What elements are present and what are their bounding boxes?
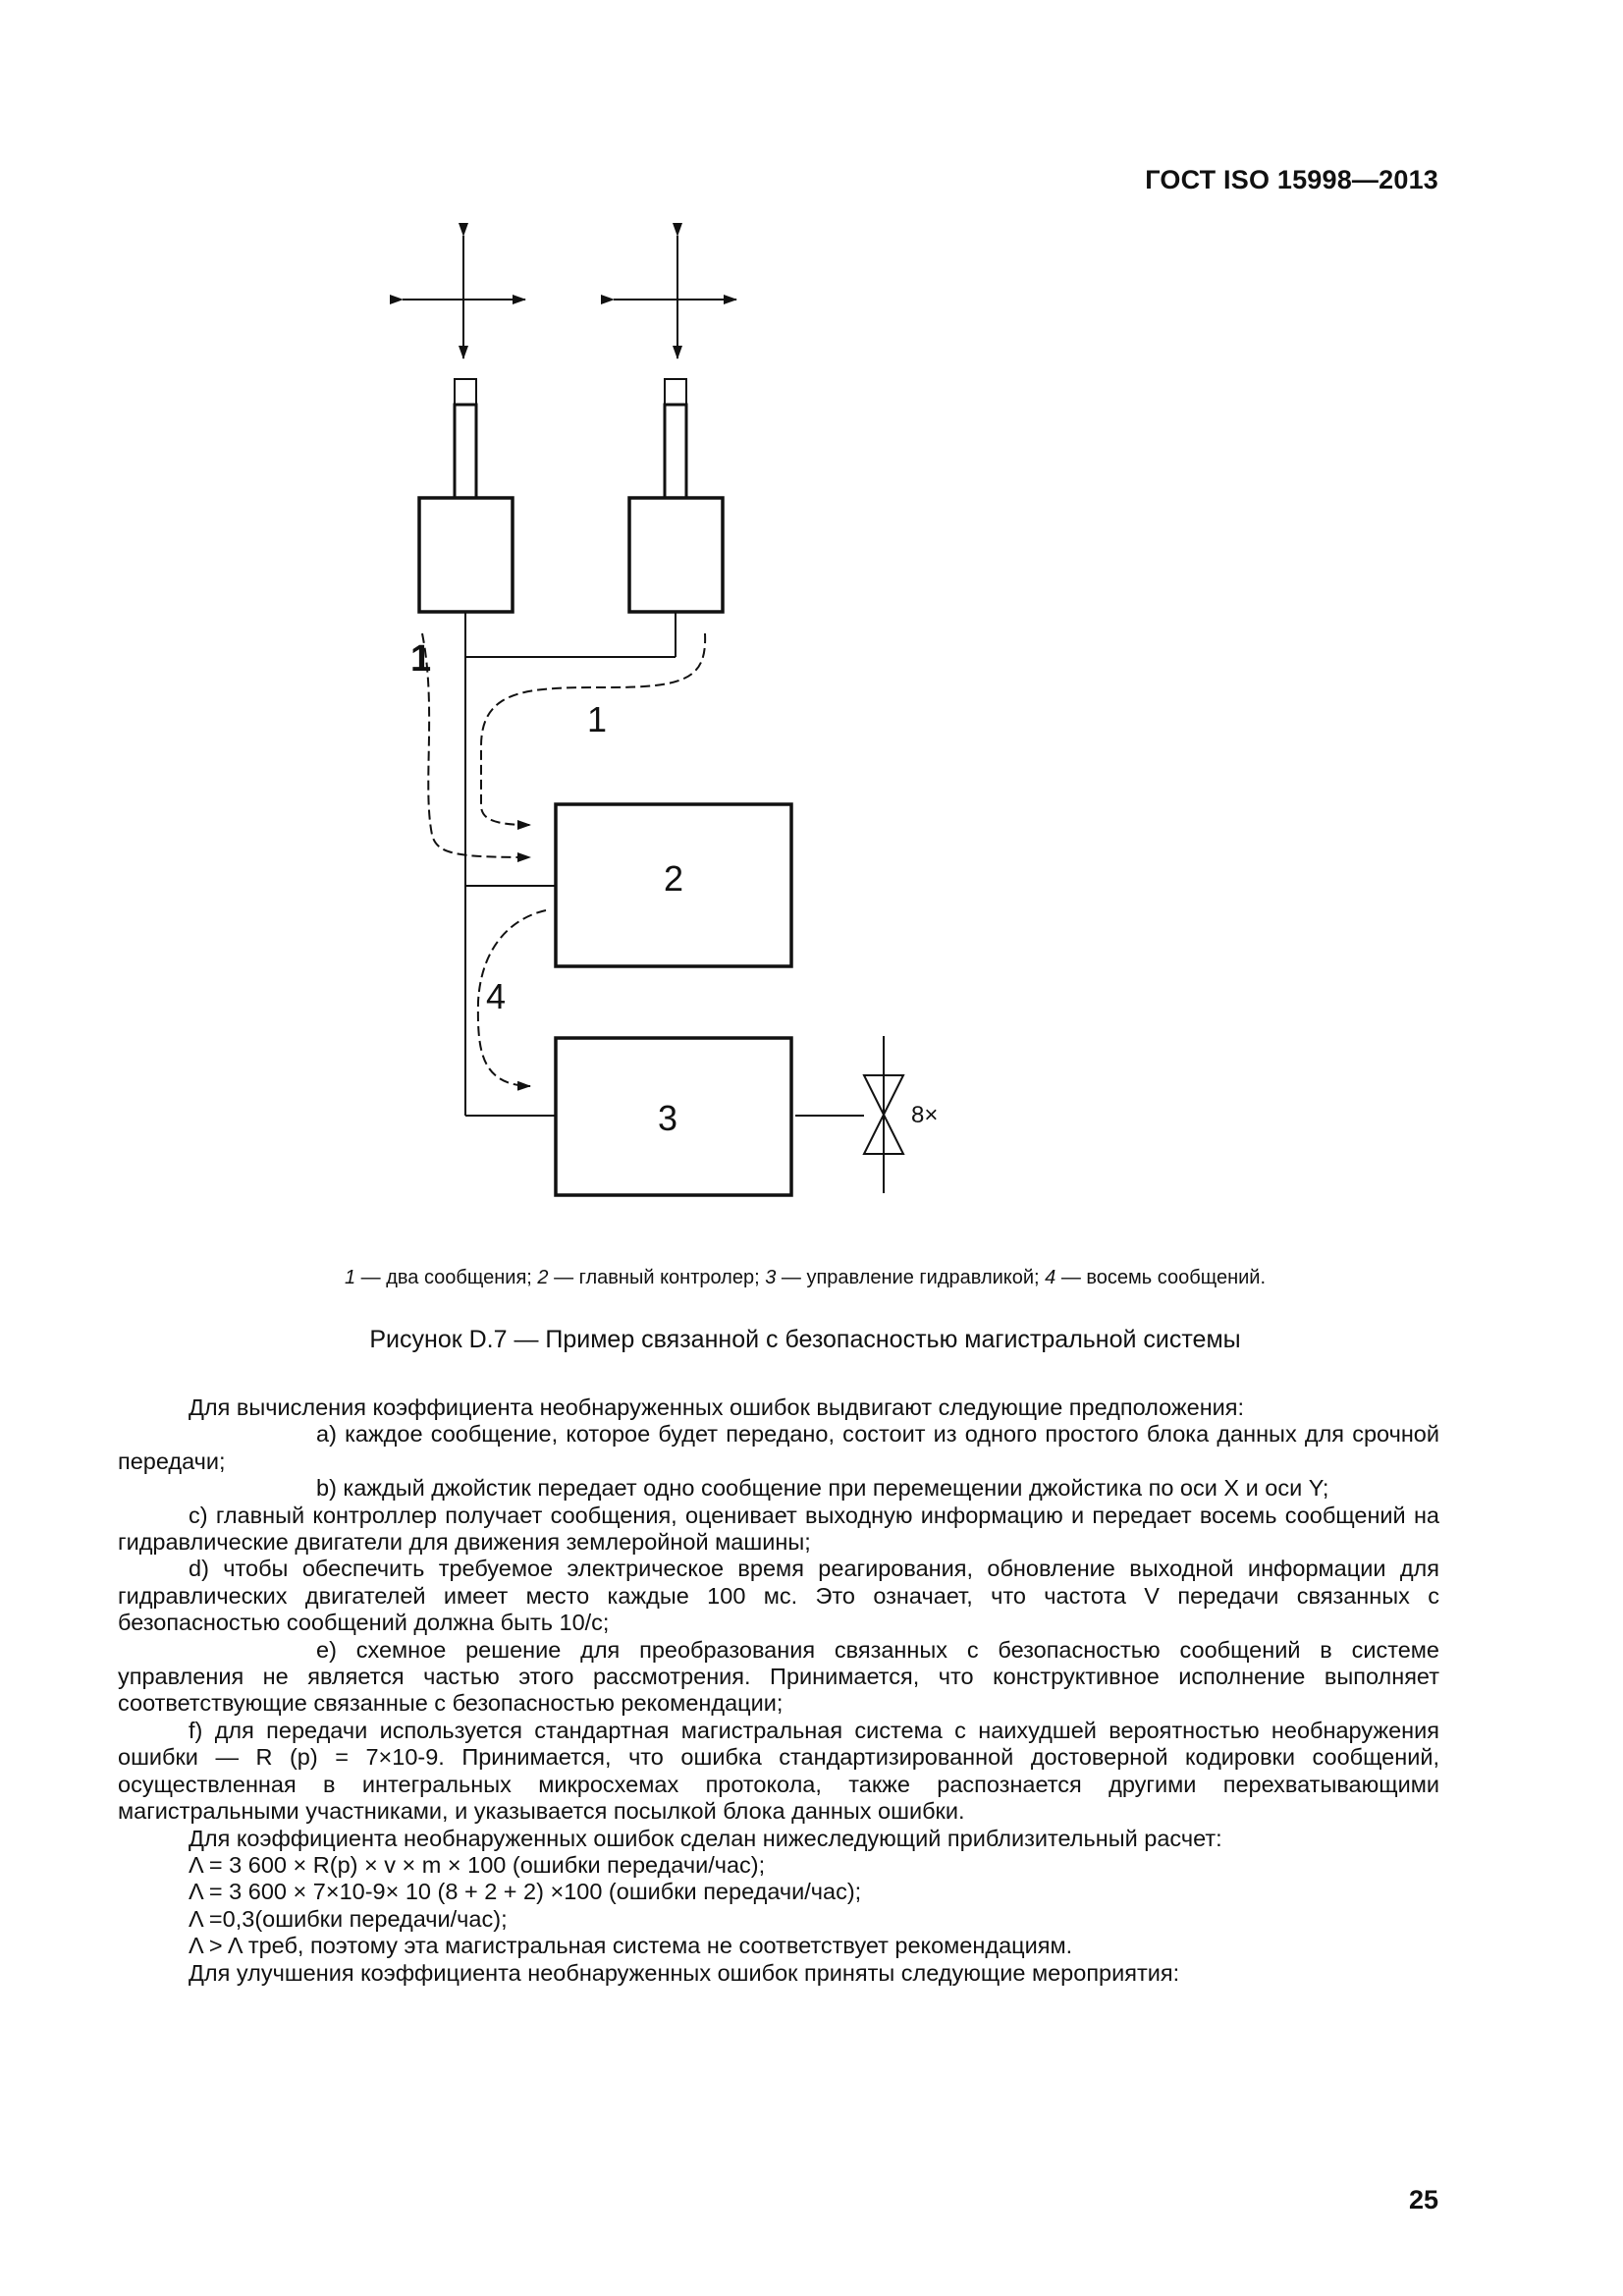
paragraph-a: a) каждое сообщение, которое будет передано, состоит из одного простого блока данных для срочной передачи;	[118, 1421, 1439, 1474]
formula-2: Λ = 3 600 × 7×10-9× 10 (8 + 2 + 2) ×100 (ошибки передачи/час);	[189, 1879, 862, 1905]
msg-1-left-label: 1	[410, 638, 432, 680]
joystick-left-direction-arrows-icon	[403, 236, 525, 358]
legend-text-4: — восемь сообщений.	[1055, 1267, 1267, 1288]
formula-1: Λ = 3 600 × R(p) × v × m × 100 (ошибки передачи/час);	[189, 1851, 766, 1878]
paragraph-final: Для улучшения коэффициента необнаруженных ошибок приняты следующие мероприятия:	[189, 1959, 1180, 1986]
page-number: 25	[1408, 2185, 1438, 2214]
formula-4: Λ > Λ треб, поэтому эта магистральная система не соответствует рекомендациям.	[189, 1933, 1073, 1959]
paragraph-calc-intro: Для коэффициента необнаруженных ошибок сделан нижеследующий приблизительный расчет:	[189, 1825, 1222, 1851]
valve-count-label: 8×	[911, 1102, 939, 1128]
figure-caption: Рисунок D.7 — Пример связанной с безопасностью магистральной системы	[369, 1326, 1241, 1353]
msg-4-label: 4	[486, 976, 507, 1016]
legend-num-4: 4	[1045, 1267, 1056, 1288]
paragraph-c: c) главный контроллер получает сообщения, оценивает выходную информацию и передает восемь сообщений на гидравлические двигатели для движения землеройной машины;	[118, 1502, 1439, 1556]
paragraph-b: b) каждый джойстик передает одно сообщение при перемещении джойстика по оси X и оси Y;	[316, 1475, 1329, 1502]
hydraulic-valve-icon	[864, 1036, 903, 1193]
joystick-right	[629, 379, 723, 612]
document-header: ГОСТ ISO 15998—2013	[1145, 165, 1438, 194]
joystick-left	[419, 379, 513, 612]
paragraph-f: f) для передачи используется стандартная магистральная система с наихудшей вероятностью необнаружения ошибки — R (p) = 7×10-9. Принимается, что ошибка стандартизированной достоверной кодировки сообщений, осуществленная в интегральных микросхемах протокола, также распознается другими перехватывающими магистральными участниками, и указывается посылкой блока данных ошибки.	[118, 1717, 1439, 1825]
legend-text-1: — два сообщения;	[355, 1267, 538, 1288]
figure-legend	[118, 1267, 1492, 1289]
legend-num-3: 3	[765, 1267, 777, 1288]
legend-num-1: 1	[344, 1267, 356, 1288]
legend-text-2: — главный контролер;	[548, 1267, 766, 1288]
legend-num-2: 2	[537, 1267, 549, 1288]
paragraph-intro: Для вычисления коэффициента необнаруженных ошибок выдвигают следующие предположения:	[189, 1394, 1245, 1420]
box-3-label: 3	[657, 1098, 678, 1138]
legend-text-3: — управление гидравликой;	[776, 1267, 1046, 1288]
paragraph-d: d) чтобы обеспечить требуемое электрическое время реагирования, обновление выходной информации для гидравлических двигателей имеет место каждые 100 мс. Это означает, что частота V передачи связанных с безопасностью сообщений должна быть 10/с;	[118, 1556, 1439, 1636]
box-2-label: 2	[663, 858, 684, 899]
paragraph-e: e) схемное решение для преобразования связанных с безопасностью сообщений в системе управления не является частью этого рассмотрения. Принимается, что конструктивное исполнение выполняет соответствующие связанные с безопасностью рекомендации;	[118, 1636, 1439, 1717]
body-text	[118, 1394, 1439, 1987]
formula-3: Λ =0,3(ошибки передачи/час);	[189, 1905, 508, 1932]
msg-1-right-label: 1	[587, 699, 608, 739]
joystick-right-direction-arrows-icon	[614, 236, 736, 358]
